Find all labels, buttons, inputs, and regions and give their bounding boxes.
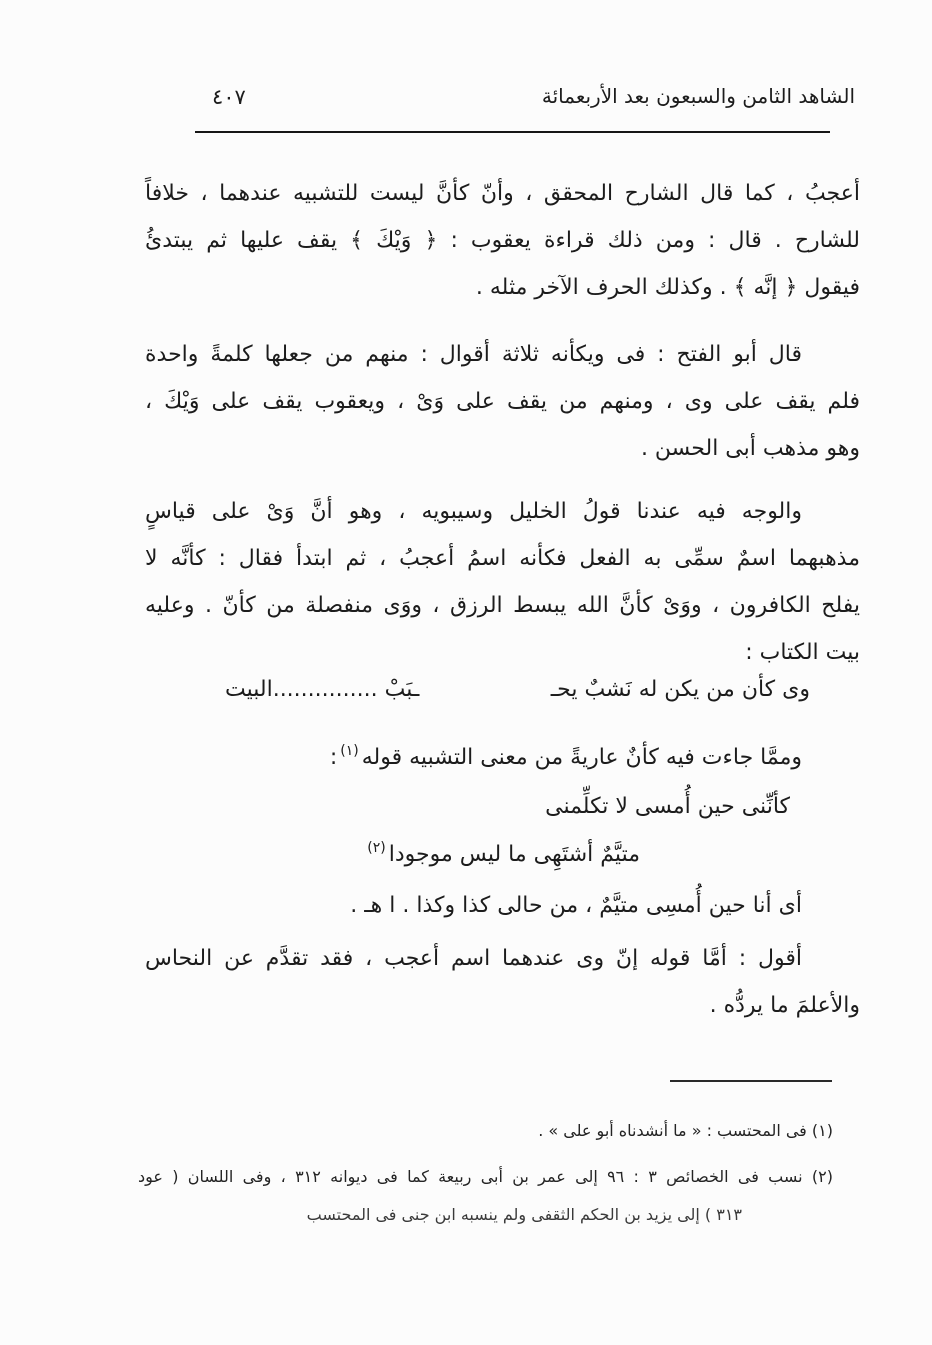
body-text: وممَّا جاءت فيه كأنٌ عاريةً من معنى التشبيه قوله	[361, 745, 802, 770]
body-line	[145, 740, 860, 778]
body-line: والوجه فيه عندنا قولُ الخليل وسيبويه ، وهو أنَّ وَىْ على قياسٍ	[145, 499, 802, 524]
footnote-separator	[670, 1080, 832, 1082]
body-line: يفلح الكافرون ، ووَىْ كأنَّ الله يبسط الرزق ، ووَى منفصلة من كأنّ . وعليه	[145, 593, 860, 618]
verse-shahid-first-hemistich: كأنِّنى حين أُمسى لا تكلِّمنى	[545, 794, 790, 819]
body-line: والأعلمَ ما يردُّه .	[709, 993, 860, 1018]
footnote-1: (١) فى المحتسب : « ما أنشدناه أبو على » .	[538, 1121, 833, 1140]
verse-shahid-second-hemistich	[364, 837, 640, 875]
verse-kitab	[225, 672, 810, 708]
footnote-2-line-1: (٢) نسب فى الخصائص ٣ : ٩٦ إلى عمر بن أبى ربيعة كما فى ديوانه ٣١٢ ، وفى اللسان ( عود	[138, 1167, 834, 1186]
footnote-2-line-2: ٣١٣ ) إلى يزيد بن الحكم الثقفى ولم ينسبه ابن جنى فى المحتسب	[306, 1205, 742, 1224]
chapter-header: الشاهد الثامن والسبعون بعد الأربعمائة	[541, 84, 855, 108]
body-line: للشارح . قال : ومن ذلك قراءة يعقوب : ﴿ وَيْكَ ﴾ يقف عليها ثم يبتدئُ	[145, 228, 860, 253]
body-line: أعجبُ ، كما قال الشارح المحقق ، وأنّ كأنَّ ليست للتشبيه عندهما ، خلافاً	[145, 181, 860, 206]
footnote-marker-1: (١)	[340, 743, 359, 759]
verse-hemistich-right: وى كأن من يكن له نَشبٌ يحـ	[550, 677, 810, 702]
body-line: قال أبو الفتح : فى ويكأنه ثلاثة أقوال : منهم من جعلها كلمةً واحدة	[145, 342, 802, 367]
body-line: بيت الكتاب :	[745, 640, 860, 665]
body-text: :	[329, 745, 338, 770]
page-number: ٤٠٧	[212, 85, 246, 109]
verse-text: متيَّمٌ أشتَهِى ما ليس موجودا	[388, 842, 640, 867]
verse-hemistich-left: ـبَبْ ...............البيت	[225, 677, 420, 702]
body-line: أى أنا حين أُمسِى متيَّمٌ ، من حالى كذا وكذا . ا هـ .	[350, 893, 802, 918]
body-line: وهو مذهب أبى الحسن .	[640, 436, 860, 461]
body-line: مذهبهما اسمٌ سمِّى به الفعل فكأنه اسمُ أعجبُ ، ثم ابتدأ فقال : كأنَّه لا	[145, 546, 860, 571]
body-line: أقول : أمَّا قوله إنّ وى عندهما اسم أعجب ، فقد تقدَّم عن النحاس	[145, 946, 802, 971]
header-rule	[195, 131, 830, 133]
body-line: فيقول ﴿ إنَّه ﴾ . وكذلك الحرف الآخر مثله .	[475, 275, 860, 300]
footnote-marker-2: (٢)	[367, 840, 386, 856]
body-line: فلم يقف على وى ، ومنهم من يقف على وَىْ ، ويعقوب يقف على وَيْكَ ،	[145, 389, 860, 414]
